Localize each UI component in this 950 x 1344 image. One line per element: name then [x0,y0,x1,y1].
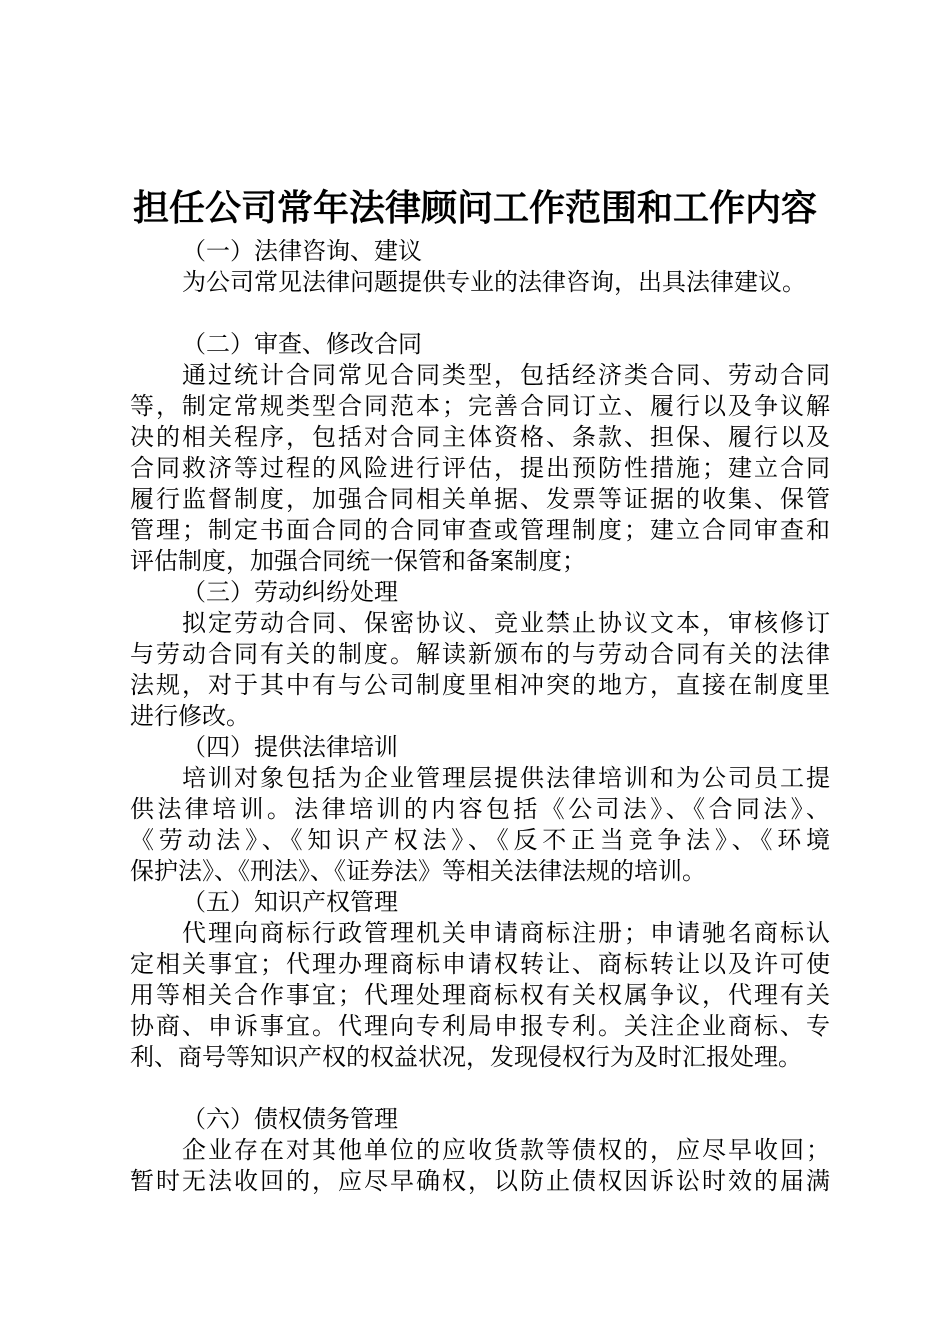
paragraph-line: 法规，对于其中有与公司制度里相冲突的地方，直接在制度里 [130,671,830,699]
paragraph-line: 评估制度，加强合同统一保管和备案制度； [130,547,586,575]
paragraph-line: 定相关事宜；代理办理商标申请权转让、商标转让以及许可使 [130,950,830,978]
paragraph-line: 《劳动法》、《知识产权法》、《反不正当竞争法》、《环境 [130,826,830,854]
paragraph-gap [130,298,830,329]
paragraph-line: 利、商号等知识产权的权益状况，发现侵权行为及时汇报处理。 [130,1043,802,1071]
paragraph-line: 合同救济等过程的风险进行评估，提出预防性措施；建立合同 [130,454,830,482]
paragraph-line: 进行修改。 [130,702,250,730]
paragraph-line: 拟定劳动合同、保密协议、竞业禁止协议文本，审核修订 [182,609,830,637]
section-heading: （四）提供法律培训 [182,733,398,761]
document-title: 担任公司常年法律顾问工作范围和工作内容 [132,187,817,229]
paragraph-line: 管理；制定书面合同的合同审查或管理制度；建立合同审查和 [130,516,830,544]
paragraph-line: 与劳动合同有关的制度。解读新颁布的与劳动合同有关的法律 [130,640,830,668]
section-heading: （三）劳动纠纷处理 [182,578,398,606]
paragraph-line: 培训对象包括为企业管理层提供法律培训和为公司员工提 [182,764,830,792]
paragraph-line: 等，制定常规类型合同范本；完善合同订立、履行以及争议解 [130,392,830,420]
paragraph-line: 暂时无法收回的，应尽早确权，以防止债权因诉讼时效的届满 [130,1167,830,1195]
paragraph-line: 为公司常见法律问题提供专业的法律咨询，出具法律建议。 [182,268,806,296]
paragraph-line: 用等相关合作事宜；代理处理商标权有关权属争议，代理有关 [130,981,830,1009]
paragraph-line: 通过统计合同常见合同类型，包括经济类合同、劳动合同 [182,361,830,389]
paragraph-line: 履行监督制度，加强合同相关单据、发票等证据的收集、保管 [130,485,830,513]
document-body [130,236,830,1197]
section-heading: （二）审查、修改合同 [182,330,422,358]
paragraph-line: 企业存在对其他单位的应收货款等债权的，应尽早收回； [182,1136,830,1164]
paragraph-line: 代理向商标行政管理机关申请商标注册；申请驰名商标认 [182,919,830,947]
paragraph-line: 保护法》、《刑法》、《证券法》等相关法律法规的培训。 [130,857,706,885]
section-heading: （六）债权债务管理 [182,1105,398,1133]
section-heading: （五）知识产权管理 [182,888,398,916]
paragraph-line: 协商、申诉事宜。代理向专利局申报专利。关注企业商标、专 [130,1012,830,1040]
section-heading: （一）法律咨询、建议 [182,237,422,265]
paragraph-line: 供法律培训。法律培训的内容包括《公司法》、《合同法》、 [130,795,830,823]
paragraph-line: 决的相关程序，包括对合同主体资格、条款、担保、履行以及 [130,423,830,451]
paragraph-gap [130,1073,830,1104]
